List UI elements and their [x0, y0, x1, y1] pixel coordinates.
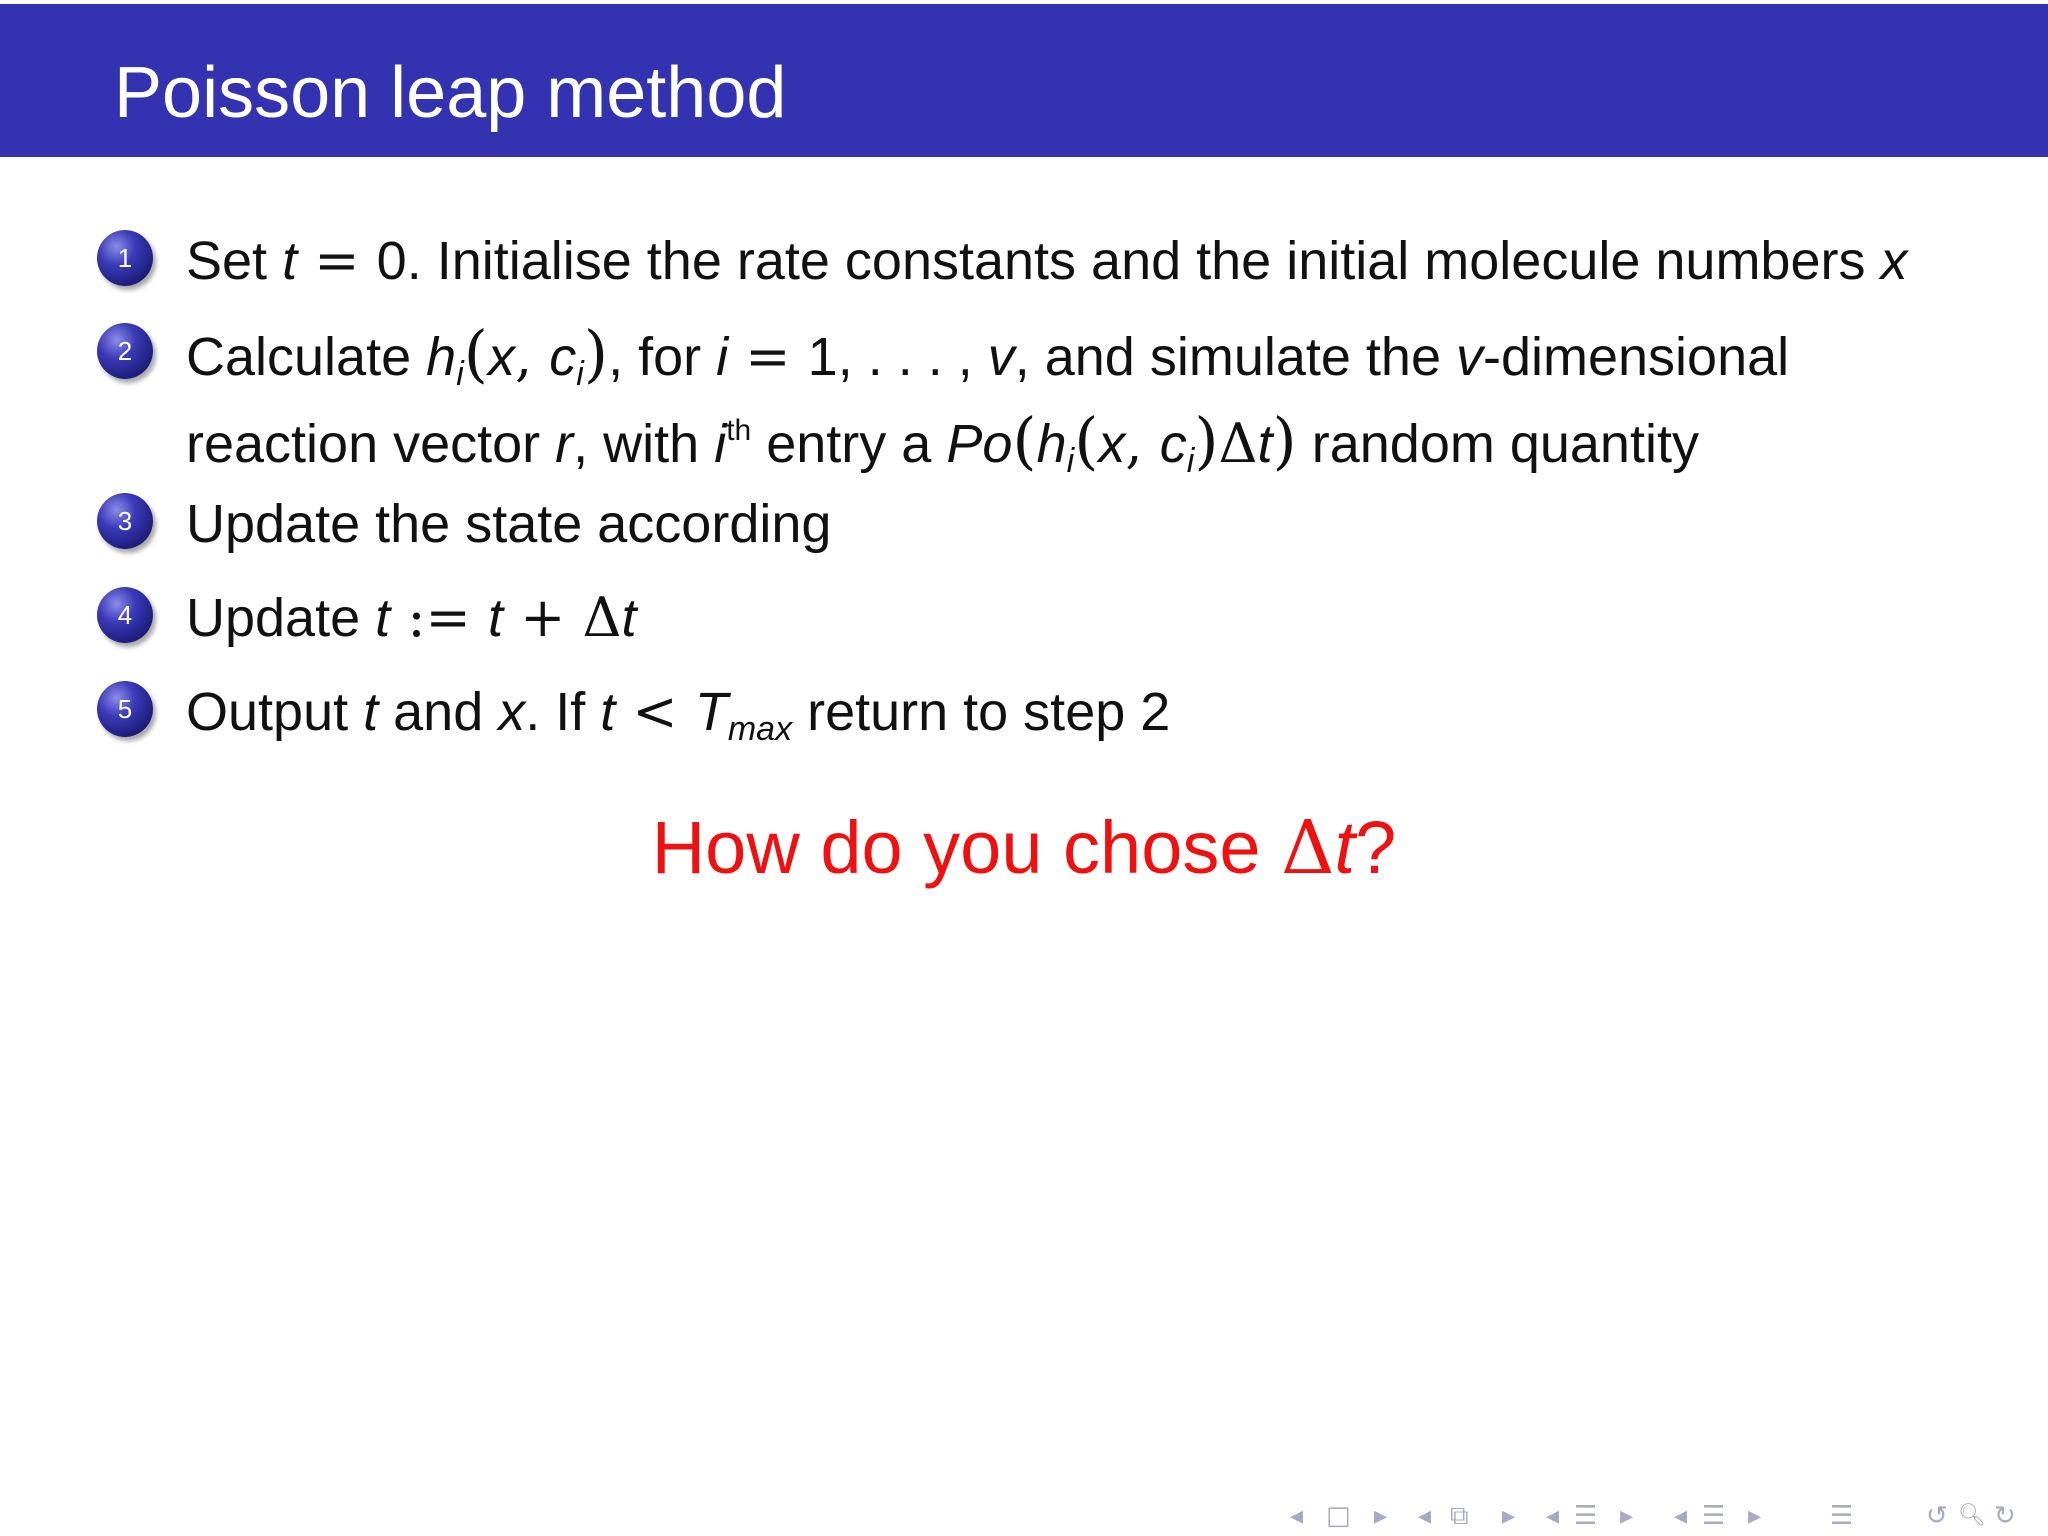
- step-2-var-h-2: h: [1036, 414, 1067, 474]
- step-5-text-b: and: [378, 682, 499, 742]
- step-2-var-t: t: [1257, 414, 1273, 474]
- step-1-var-x: x: [1880, 231, 1908, 291]
- step-2-po-open: (: [1012, 404, 1037, 477]
- nav-prev-subsection-frame-icon[interactable]: ◂: [1418, 1501, 1432, 1531]
- step-4-var-t-3: t: [621, 588, 637, 648]
- step-4-text: [186, 583, 637, 653]
- step-5-number-badge: 5: [97, 681, 153, 737]
- nav-prev-subsection-icon[interactable]: ◂: [1674, 1501, 1688, 1531]
- highlight-question: [0, 803, 2048, 893]
- nav-next-subsection-icon[interactable]: ▸: [1748, 1501, 1762, 1531]
- nav-next-frame-icon[interactable]: ▸: [1374, 1501, 1388, 1531]
- step-2-sub-i-2: i: [576, 355, 584, 393]
- question-text: How do you chose: [651, 806, 1282, 889]
- step-5-text-c: . If: [525, 682, 601, 742]
- step-2-text-c: , and simulate the: [1014, 327, 1456, 387]
- step-2-text-b: , for: [608, 327, 717, 387]
- step-2-comma: ,: [514, 325, 550, 388]
- step-2-var-r: r: [555, 414, 574, 474]
- step-2-number-badge: 2: [97, 323, 153, 379]
- question-var-t: t: [1334, 806, 1356, 889]
- slide-title: Poisson leap method: [114, 53, 787, 133]
- nav-next-section-icon[interactable]: ▸: [1620, 1501, 1634, 1531]
- nav-next-subsection-frame-icon[interactable]: ▸: [1502, 1501, 1516, 1531]
- nav-subsection-frame-icon[interactable]: ⧉: [1450, 1501, 1469, 1531]
- step-2-text-g: entry a: [751, 414, 947, 474]
- step-2-var-i: i: [716, 327, 729, 387]
- step-2-var-i-2: i: [714, 414, 727, 474]
- step-5-var-t: t: [363, 682, 379, 742]
- nav-toc-icon[interactable]: ☰: [1830, 1501, 1854, 1531]
- step-2-var-po: Po: [946, 414, 1013, 474]
- step-2-open-paren: (: [463, 317, 488, 390]
- step-5-text-a: Output: [186, 682, 364, 742]
- step-2-comma-2: ,: [1125, 412, 1160, 475]
- step-2-var-h: h: [426, 327, 457, 387]
- step-2-sub-i-3: i: [1066, 442, 1075, 480]
- step-5-text: [186, 677, 1170, 764]
- step-4-delta: Δ: [582, 586, 622, 649]
- step-2-text-d: -dimensional: [1483, 327, 1790, 387]
- nav-section-icon[interactable]: ☰: [1574, 1501, 1598, 1531]
- step-2-line-2: [186, 396, 1699, 496]
- nav-search-icon[interactable]: 🔍︎: [1958, 1503, 1986, 1528]
- step-2-text-e: reaction vector: [186, 414, 556, 474]
- step-5-var-T: T: [694, 682, 728, 742]
- step-5-less-than: <: [615, 680, 695, 743]
- nav-back-icon[interactable]: ↺: [1926, 1501, 1948, 1531]
- nav-forward-icon[interactable]: ↻: [1994, 1501, 2016, 1531]
- step-1-text-b: 0. Initialise the rate constants and the initial molecule numbers: [376, 231, 1881, 291]
- nav-subsection-icon[interactable]: ☰: [1702, 1501, 1726, 1531]
- step-2-sub-i: i: [456, 355, 464, 393]
- beamer-navigation-bar: [1290, 1500, 2030, 1532]
- step-4-assign: :=: [390, 586, 488, 649]
- step-1-number-badge: 1: [97, 230, 153, 286]
- step-2-equals: =: [728, 325, 808, 388]
- step-5-var-t-2: t: [600, 682, 616, 742]
- step-5-var-x: x: [498, 682, 526, 742]
- step-4-plus: +: [502, 586, 583, 649]
- step-2-inner-open: (: [1074, 404, 1099, 477]
- step-2-var-x: x: [487, 327, 515, 387]
- step-4-text-a: Update: [186, 588, 376, 648]
- question-delta: Δ: [1281, 805, 1335, 891]
- step-2-var-v-2: v: [1456, 327, 1483, 387]
- step-1-text-a: Set: [186, 231, 283, 291]
- step-2-var-x-2: x: [1098, 414, 1126, 474]
- step-5-text-d: return to step 2: [792, 682, 1171, 742]
- step-2-close-paren: ): [583, 317, 609, 390]
- step-1-equals: =: [297, 229, 377, 292]
- step-2-sub-i-4: i: [1186, 442, 1195, 480]
- step-2-text-a: Calculate: [186, 327, 427, 387]
- step-2-text-f: , with: [573, 414, 715, 474]
- step-3-number-badge: 3: [97, 493, 153, 549]
- step-1-text: [186, 226, 1907, 296]
- step-2-text-h: random quantity: [1296, 414, 1699, 474]
- step-4-var-t-2: t: [487, 588, 503, 648]
- step-2-range: 1, . . . ,: [807, 327, 988, 387]
- step-4-var-t: t: [375, 588, 391, 648]
- nav-prev-section-icon[interactable]: ◂: [1546, 1501, 1560, 1531]
- step-2-inner-close: ): [1194, 404, 1219, 477]
- question-mark: ?: [1355, 806, 1397, 889]
- step-2-sup-th: th: [726, 414, 752, 447]
- step-3-text: Update the state according: [186, 494, 832, 554]
- nav-prev-frame-icon[interactable]: ◂: [1290, 1501, 1304, 1531]
- step-4-number-badge: 4: [97, 587, 153, 643]
- step-2-var-v: v: [987, 327, 1015, 387]
- step-5-sub-max: max: [727, 710, 793, 748]
- step-2-po-close: ): [1272, 404, 1297, 477]
- step-2-delta: Δ: [1218, 412, 1258, 475]
- step-2-var-c: c: [549, 327, 577, 387]
- step-1-var-t: t: [282, 231, 298, 291]
- nav-frame-icon[interactable]: □: [1326, 1501, 1351, 1531]
- step-2-var-c-2: c: [1159, 414, 1187, 474]
